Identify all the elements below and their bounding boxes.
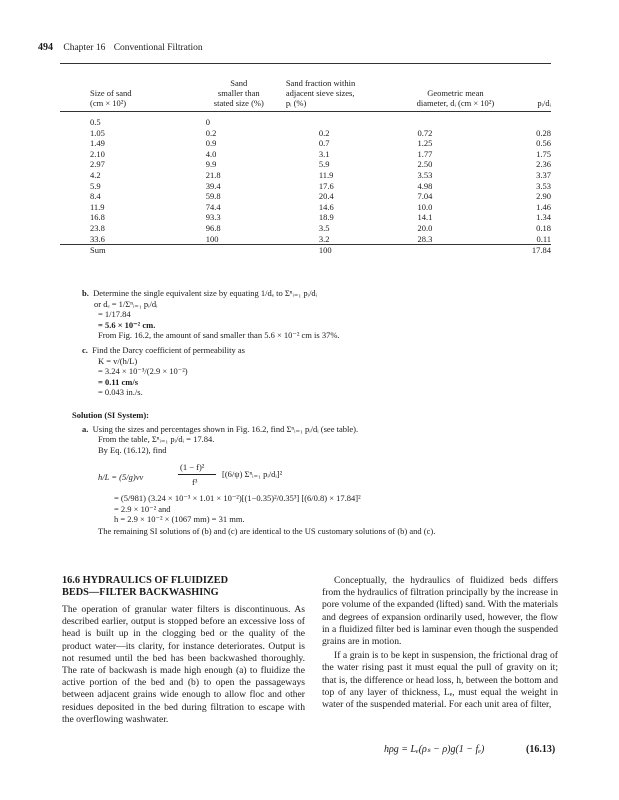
right-column [322, 575, 558, 711]
table-cell: 0.11 [536, 233, 551, 244]
table-sum-cell [192, 245, 286, 256]
table-cell: 3.53 [536, 180, 551, 191]
table-row [60, 223, 551, 234]
part-c [82, 345, 245, 398]
table-cell: 0.2 [205, 127, 217, 138]
table-header-line: smaller than [217, 88, 260, 98]
fraction-bar [178, 474, 216, 475]
table-cell: 3.53 [417, 169, 433, 180]
table-cell: 14.1 [417, 212, 433, 223]
table-cell: 3.2 [318, 233, 330, 244]
table-cell: 3.37 [536, 169, 551, 180]
table-cell: 11.9 [90, 201, 105, 212]
table-cell: 39.4 [205, 180, 221, 191]
table-cell: 23.8 [90, 222, 105, 233]
part-b-line: = 1/17.84 [98, 309, 131, 320]
si-closing: The remaining SI solutions of (b) and (c) are identical to the US customary solutions of (b) and (c). [98, 526, 436, 536]
table-header-line: Sand [230, 78, 248, 88]
eq-numerator: (1 − f)² [180, 462, 205, 472]
equation-16-13: hρg = Lₑ(ρₛ − ρ)g(1 − fₑ) [384, 744, 485, 755]
table-cell: 2.36 [536, 159, 551, 170]
part-b-result: = 5.6 × 10⁻² cm. [98, 319, 156, 330]
table-header-line: adjacent sieve sizes, [285, 88, 355, 98]
part-c-line: K = v/(h/L) [98, 355, 138, 366]
table-header-cell [60, 78, 192, 112]
table-cell: 96.8 [205, 222, 221, 233]
table-sum-cell: 100 [286, 245, 408, 256]
chapter-title: Conventional Filtration [113, 43, 203, 53]
table-cell: 0.7 [318, 138, 330, 149]
table-cell: 14.6 [318, 201, 334, 212]
part-c-line: Find the Darcy coefficient of permeability as [92, 345, 245, 355]
table-cell: 1.77 [417, 148, 433, 159]
table-cell: 17.6 [318, 180, 334, 191]
table-cell: 74.4 [205, 201, 221, 212]
equation-number: (16.13) [526, 744, 556, 755]
table-cell: 11.9 [318, 169, 334, 180]
part-c-line: = 3.24 × 10⁻³/(2.9 × 10⁻²) [98, 366, 188, 377]
table-cell: 33.6 [90, 233, 105, 244]
table-sum-row [60, 245, 551, 256]
table-cell [408, 112, 504, 128]
table-cell: 4.98 [417, 180, 433, 191]
si-results [114, 493, 361, 525]
table-header-line: Sand fraction within [285, 78, 356, 88]
table-row [60, 159, 551, 170]
table-row [60, 138, 551, 149]
table-row [60, 234, 551, 245]
table-cell: 9.9 [205, 159, 217, 170]
table-cell: 0.18 [536, 222, 551, 233]
table-sum-cell: 17.84 [503, 245, 551, 256]
table-cell: 93.3 [205, 212, 221, 223]
si-result-line: = 2.9 × 10⁻² and [114, 503, 171, 514]
si-title: Solution (SI System): [72, 410, 149, 420]
table-cell: 16.8 [90, 212, 105, 223]
table-cell: 0.5 [90, 117, 101, 127]
table-cell: 20.4 [318, 191, 334, 202]
table-cell: 2.90 [536, 191, 551, 202]
part-b-label: b. [82, 288, 89, 298]
eq-denominator: f³ [192, 477, 198, 487]
page-number: 494 [38, 42, 53, 53]
table-cell: 5.9 [90, 180, 101, 191]
heading-line: 16.6 HYDRAULICS OF FLUIDIZED [62, 575, 229, 586]
table-cell: 4.0 [205, 148, 217, 159]
table-header-cell [286, 78, 408, 112]
table-cell: 1.25 [417, 138, 433, 149]
table-sum-cell [408, 245, 504, 256]
table-cell: 0 [205, 117, 211, 127]
si-a-label: a. [82, 423, 89, 434]
table-header-cell [192, 78, 286, 112]
table-row [60, 181, 551, 192]
table-sum-cell: Sum [60, 245, 192, 256]
table-header-line: diameter, dᵢ (cm × 10²) [416, 98, 495, 108]
table-cell: 3.5 [318, 222, 330, 233]
table-cell: 4.2 [90, 169, 101, 180]
table-row [60, 112, 551, 128]
left-column [62, 604, 305, 726]
table-header-cell [503, 78, 551, 112]
table-cell: 18.9 [318, 212, 334, 223]
table-cell [286, 112, 408, 128]
table-cell: 3.1 [318, 148, 330, 159]
si-solution [72, 410, 358, 455]
table-cell: 5.9 [318, 159, 330, 170]
table-top-rule [60, 63, 551, 64]
table-cell: 7.04 [417, 191, 433, 202]
table-cell: 8.4 [90, 191, 101, 202]
si-line: Using the sizes and percentages shown in Fig. 16.2, find Σⁿᵢ₌₁ pᵢ/dᵢ (see table). [92, 423, 359, 434]
table-cell: 2.97 [90, 159, 105, 170]
part-b-line: or dₑ = 1/Σⁿᵢ₌₁ pᵢ/dᵢ [94, 298, 158, 309]
table-row [60, 202, 551, 213]
table-cell: 1.46 [536, 201, 551, 212]
table-body [60, 112, 551, 256]
chapter-label: Chapter 16 [63, 43, 106, 53]
table-row [60, 149, 551, 160]
table-cell: 0.2 [318, 127, 330, 138]
eq-rhs: [(6/ψ) Σⁿᵢ₌₁ pᵢ/dᵢ]² [222, 469, 283, 479]
part-c-result: = 0.11 cm/s [98, 376, 139, 387]
sand-distribution-table [60, 78, 551, 256]
eq-lhs: h/L = (5/g)νv [98, 472, 144, 482]
table-row [60, 170, 551, 181]
right-paragraph: If a grain is to be kept in suspension, the frictional drag of the water rising past it must equal the pull of gravity on it; that is, the difference or head loss, h, between the bottom and top of any layer of thickness, Lₑ, must equal the weight in water of the suspended material. For each unit area of filter, [322, 650, 558, 711]
part-b-line: Determine the single equivalent size by equating 1/dₑ to Σⁿᵢ₌₁ pᵢ/dᵢ [93, 288, 318, 298]
part-c-line: = 0.043 in./s. [98, 387, 143, 398]
ergun-equation [98, 460, 398, 494]
table-row [60, 128, 551, 139]
table-header-line: pᵢ/dᵢ [537, 98, 551, 108]
table-header-line: Geometric mean [427, 88, 484, 98]
table-cell: 0.72 [417, 127, 433, 138]
part-b [82, 288, 340, 341]
table-header-line: Size of sand [90, 88, 132, 98]
table-header-line: pᵢ (%) [285, 98, 307, 108]
table-header-row [60, 78, 551, 112]
table-cell: 1.05 [90, 127, 105, 138]
part-c-label: c. [82, 345, 88, 355]
table-cell: 21.8 [205, 169, 221, 180]
running-head [38, 42, 203, 53]
table-cell: 28.3 [417, 233, 433, 244]
si-result-line: h = 2.9 × 10⁻² × (1067 mm) = 31 mm. [114, 514, 245, 525]
section-heading [62, 575, 228, 599]
table-cell: 20.0 [417, 222, 433, 233]
si-line: By Eq. (16.12), find [98, 444, 167, 455]
table-cell: 0.28 [536, 127, 551, 138]
table-cell: 1.34 [536, 212, 551, 223]
table-header-line: (cm × 10²) [90, 98, 127, 108]
si-result-line: = (5/981) (3.24 × 10⁻³ × 1.01 × 10⁻²)[(1−0.35)²/0.35³] [(6/0.8) × 17.84]² [114, 493, 361, 503]
left-paragraph: The operation of granular water filters is discontinuous. As described earlier, output is stopped before an excessive loss of head is built up in the clogging bed or the quality of the product water—its clarity, for instance deteriorates. Output is not resumed until the bed has been backwashed thoroughly. The rate of backwash is made high enough (a) to fluidize the active portion of the bed and (b) to open the passageways between adjacent grains wide enough to allow floc and other residues deposited in the bed during filtration to escape with the overflowing washwater. [62, 604, 305, 725]
table-cell: 1.49 [90, 138, 105, 149]
table-cell: 100 [205, 233, 219, 244]
table-row [60, 212, 551, 223]
table-cell: 2.50 [417, 159, 433, 170]
table-cell: 0.9 [205, 138, 217, 149]
table-cell: 59.8 [205, 191, 221, 202]
table-cell: 1.75 [536, 148, 551, 159]
table-header-line: stated size (%) [213, 98, 264, 108]
table-cell: 0.56 [536, 138, 551, 149]
table-header-cell [408, 78, 504, 112]
table-cell: 10.0 [417, 201, 433, 212]
table-cell [503, 112, 551, 128]
heading-line: BEDS—FILTER BACKWASHING [62, 587, 219, 598]
right-paragraph: Conceptually, the hydraulics of fluidized beds differs from the hydraulics of filtration principally by the increase in pore volume of the expanded (lifted) sand. With the materials and degrees of expansion ordinarily used, however, the flow in a fluidized filter bed is laminar even though the suspended grains are in motion. [322, 575, 559, 648]
part-b-line: From Fig. 16.2, the amount of sand smaller than 5.6 × 10⁻² cm is 37%. [98, 330, 340, 341]
table-row [60, 191, 551, 202]
table-cell: 2.10 [90, 148, 105, 159]
si-line: From the table, Σⁿᵢ₌₁ pᵢ/dᵢ = 17.84. [98, 434, 215, 445]
